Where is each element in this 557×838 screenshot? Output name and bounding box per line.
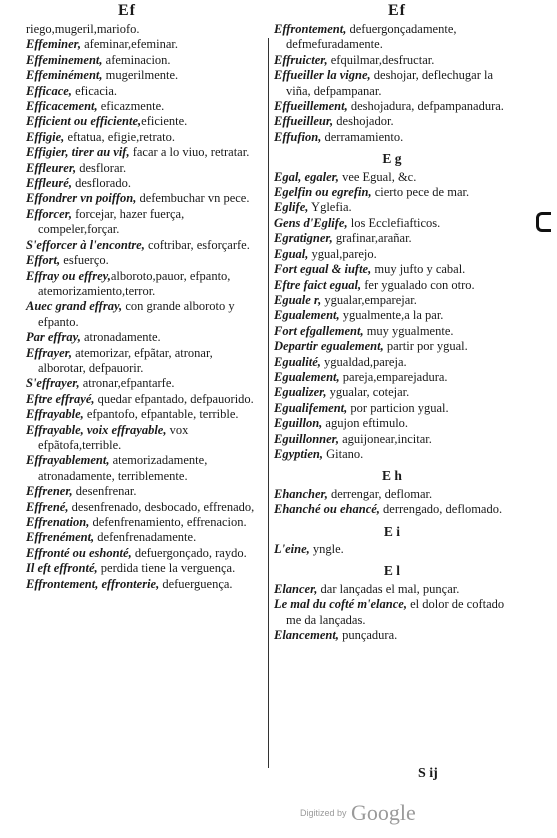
dictionary-entry xyxy=(274,597,510,628)
dictionary-entry xyxy=(26,207,262,238)
entry-definition: punçadura. xyxy=(338,628,398,643)
digitized-by-text: Digitized by xyxy=(300,808,347,818)
entry-definition: defuerguença. xyxy=(159,576,233,591)
entry-headword: S'efforcer à l'encontre, xyxy=(26,237,145,252)
entry-headword: Effueilleur, xyxy=(274,114,334,129)
entry-definition: alboroto,pauor, efpanto, atemorizamiento,terror. xyxy=(38,268,231,298)
running-head-left: Ef xyxy=(118,2,136,19)
entry-headword: Effray ou effrey, xyxy=(26,268,111,283)
entry-headword: Egualement, xyxy=(274,308,340,323)
dictionary-entry xyxy=(274,68,510,99)
dictionary-entry xyxy=(274,628,510,643)
dictionary-entry xyxy=(274,370,510,385)
entry-definition: eficacia. xyxy=(71,83,118,98)
entry-definition: derrengar, deflomar. xyxy=(327,486,433,501)
entry-headword: Effleurer, xyxy=(26,160,77,175)
entry-headword: Effrontement, effronterie, xyxy=(26,576,160,591)
entry-definition: facar a lo viuo, retratar. xyxy=(129,145,250,160)
entry-definition: con grande alboroto y efpanto. xyxy=(38,299,235,329)
entry-headword: Effeminement, xyxy=(26,52,103,67)
entry-definition: perdida tiene la verguença. xyxy=(97,561,236,576)
dictionary-entry xyxy=(26,500,262,515)
entry-definition: cierto pece de mar. xyxy=(371,185,470,200)
entry-headword: Gens d'Eglife, xyxy=(274,215,348,230)
dictionary-entry xyxy=(26,407,262,422)
entry-definition: dar lançadas el mal, punçar. xyxy=(317,581,460,596)
entry-headword: Effronté ou eshonté, xyxy=(26,545,132,560)
dictionary-entry xyxy=(26,161,262,176)
entry-headword: Departir egualement, xyxy=(274,339,384,354)
google-logo: Google xyxy=(350,800,416,825)
dictionary-entry xyxy=(26,546,262,561)
entry-definition: los Ecclefiafticos. xyxy=(347,215,441,230)
dictionary-entry xyxy=(274,262,510,277)
dictionary-entry xyxy=(26,423,262,454)
dictionary-entry xyxy=(274,502,510,517)
entry-definition: vox efpãtofa,terrible. xyxy=(38,422,189,452)
entry-headword: Effondrer vn poiffon, xyxy=(26,191,137,206)
entry-headword: Effrontement, xyxy=(274,22,347,36)
entry-definition: muy ygualmente. xyxy=(363,323,454,338)
dictionary-entry xyxy=(26,530,262,545)
dictionary-entry xyxy=(274,324,510,339)
dictionary-entry xyxy=(274,200,510,215)
entry-definition: mugerilmente. xyxy=(102,68,179,83)
dictionary-entry xyxy=(26,515,262,530)
entry-headword: Le mal du cofté m'elance, xyxy=(274,597,407,612)
signature-mark: S ij xyxy=(418,766,438,781)
entry-definition: vee Egual, &c. xyxy=(338,169,417,184)
entry-definition: yngle. xyxy=(309,542,344,556)
dictionary-entry xyxy=(274,216,510,231)
entry-definition: por particion ygual. xyxy=(347,400,449,415)
entry-headword: Egualizer, xyxy=(274,385,327,400)
entry-headword: Eftre faict egual, xyxy=(274,277,362,292)
entry-headword: Efficacement, xyxy=(26,99,98,114)
entry-headword: Ehanché ou ehancé, xyxy=(274,502,380,517)
column-divider xyxy=(268,38,269,768)
entry-definition: coftribar, esforçarfe. xyxy=(144,237,250,252)
dictionary-entry xyxy=(274,170,510,185)
entry-definition: deshojadura, defpampanadura. xyxy=(347,99,504,114)
entry-headword: Fort efgallement, xyxy=(274,323,364,338)
entry-headword: Fort egual & iufte, xyxy=(274,262,372,277)
entry-headword: Egualité, xyxy=(274,354,321,369)
dictionary-entry xyxy=(274,231,510,246)
entry-headword: Egratigner, xyxy=(274,231,333,246)
dictionary-entry xyxy=(274,185,510,200)
entry-definition: desenfrenado, desbocado, effrenado, xyxy=(68,499,255,514)
dictionary-entry xyxy=(274,355,510,370)
entry-headword: Effufion, xyxy=(274,129,322,144)
entry-definition: ygualdad,pareja. xyxy=(320,354,407,369)
dictionary-entry xyxy=(274,447,510,462)
entry-headword: Effrayable, xyxy=(26,407,84,422)
dictionary-entry xyxy=(26,176,262,191)
entry-definition: defuergonçadamente, defmefuradamente. xyxy=(286,22,457,52)
entry-headword: Effruicter, xyxy=(274,52,328,67)
entry-headword: S'effrayer, xyxy=(26,376,80,391)
entry-headword: Egelfin ou egrefin, xyxy=(274,185,372,200)
entry-headword: Egal, egaler, xyxy=(274,169,339,184)
entry-headword: Effrenément, xyxy=(26,530,95,545)
entry-definition: ygualar, cotejar. xyxy=(326,385,410,400)
dictionary-entry xyxy=(274,247,510,262)
entry-definition: eftatua, efigie,retrato. xyxy=(64,129,176,144)
entry-definition: pareja,emparejadura. xyxy=(339,369,448,384)
entry-definition: desflorar. xyxy=(76,160,127,175)
dictionary-entry xyxy=(26,453,262,484)
entry-definition: atemorizadamente, atronadamente, terriblemente. xyxy=(38,453,208,483)
entry-headword: Effrener, xyxy=(26,484,73,499)
entry-definition: atemorizar, efpãtar, atronar, alborotar, defpauorir. xyxy=(38,345,213,375)
entry-headword: Eguillon, xyxy=(274,416,323,431)
entry-headword: Effigie, xyxy=(26,129,65,144)
dictionary-entry xyxy=(26,68,262,83)
dictionary-entry xyxy=(274,293,510,308)
entry-definition: eficazmente. xyxy=(97,99,165,114)
margin-bracket-mark xyxy=(536,212,551,232)
dictionary-entry xyxy=(26,130,262,145)
entry-definition: deshojador. xyxy=(333,114,394,129)
dictionary-entry xyxy=(26,238,262,253)
dictionary-entry xyxy=(274,308,510,323)
entry-headword: Efficace, xyxy=(26,83,72,98)
dictionary-entry xyxy=(274,130,510,145)
section-heading: E g xyxy=(382,151,402,167)
entry-headword: Eftre effrayé, xyxy=(26,391,95,406)
entry-definition: atronar,efpantarfe. xyxy=(79,376,175,391)
dictionary-entry xyxy=(26,53,262,68)
dictionary-entry xyxy=(26,561,262,576)
entry-headword: Effrayable, voix effrayable, xyxy=(26,422,167,437)
dictionary-entry xyxy=(274,53,510,68)
entry-definition: ygualar,emparejar. xyxy=(321,292,417,307)
entry-definition: el dolor de coftado me da lançadas. xyxy=(286,597,505,627)
entry-headword: Eglife, xyxy=(274,200,309,215)
dictionary-entry xyxy=(274,99,510,114)
entry-definition: ygual,parejo. xyxy=(308,246,377,261)
entry-definition: partir por ygual. xyxy=(383,339,468,354)
entry-definition: defembuchar vn pece. xyxy=(136,191,250,206)
dictionary-entry xyxy=(274,487,510,502)
entry-headword: Il eft effronté, xyxy=(26,561,98,576)
entry-definition: derramamiento. xyxy=(321,129,404,144)
dictionary-entry xyxy=(274,432,510,447)
dictionary-entry xyxy=(274,22,510,53)
entry-headword: Effrené, xyxy=(26,499,69,514)
dictionary-entry xyxy=(26,37,262,52)
entry-headword: Egual, xyxy=(274,246,309,261)
entry-headword: Effueiller la vigne, xyxy=(274,68,371,83)
dictionary-entry xyxy=(274,542,510,557)
entry-definition: forcejar, hazer fuerça, compeler,forçar. xyxy=(38,206,185,237)
entry-definition: Gitano. xyxy=(322,446,364,461)
dictionary-entry xyxy=(26,269,262,300)
left-column xyxy=(26,22,262,592)
entry-definition: deshojar, deflechugar la viña, defpampanar. xyxy=(286,68,493,98)
entry-headword: Effort, xyxy=(26,253,61,268)
entry-definition: efpantofo, efpantable, terrible. xyxy=(83,407,239,422)
entry-headword: Auec grand effray, xyxy=(26,299,123,314)
dictionary-entry xyxy=(274,278,510,293)
entry-definition: desflorado. xyxy=(71,176,131,191)
entry-headword: Effrenation, xyxy=(26,515,90,529)
entry-definition: grafinar,arañar. xyxy=(332,231,412,246)
dictionary-entry xyxy=(274,114,510,129)
entry-headword: Egualifement, xyxy=(274,400,348,415)
entry-headword: Elancer, xyxy=(274,581,318,596)
entry-headword: Egyptien, xyxy=(274,446,323,461)
dictionary-entry xyxy=(26,299,262,330)
entry-headword: Eguillonner, xyxy=(274,431,339,446)
entry-definition: desenfrenar. xyxy=(72,484,137,499)
entry-definition: agujon eftimulo. xyxy=(322,416,409,431)
dictionary-entry xyxy=(26,392,262,407)
entry-definition: efquilmar,desfructar. xyxy=(327,52,435,67)
entry-definition: fer ygualado con otro. xyxy=(361,277,475,292)
entry-definition: atronadamente. xyxy=(80,330,161,345)
entry-definition: defenfrenamiento, effrenacion. xyxy=(89,515,247,529)
entry-headword: Effeminément, xyxy=(26,68,103,83)
dictionary-entry xyxy=(26,99,262,114)
dictionary-entry xyxy=(26,484,262,499)
entry-headword: Effrayer, xyxy=(26,345,72,360)
dictionary-entry xyxy=(26,577,262,592)
entry-headword: Eguale r, xyxy=(274,292,322,307)
dictionary-entry xyxy=(26,22,262,37)
entry-definition: derrengado, deflomado. xyxy=(379,502,503,517)
section-heading: E l xyxy=(383,563,401,579)
dictionary-entry xyxy=(274,416,510,431)
dictionary-entry xyxy=(274,339,510,354)
entry-headword: Egualement, xyxy=(274,369,340,384)
dictionary-entry xyxy=(274,582,510,597)
entry-headword: Ehancher, xyxy=(274,486,328,501)
entry-definition: ygualmente,a la par. xyxy=(339,308,444,323)
entry-definition: muy jufto y cabal. xyxy=(371,262,466,277)
entry-headword: Effigier, tirer au vif, xyxy=(26,145,130,160)
entry-definition: aguijonear,incitar. xyxy=(338,431,432,446)
dictionary-entry xyxy=(26,84,262,99)
dictionary-entry xyxy=(274,401,510,416)
dictionary-entry xyxy=(26,145,262,160)
entry-headword: Efficient ou efficiente, xyxy=(26,114,142,129)
entry-definition: afeminar,efeminar. xyxy=(80,37,178,52)
dictionary-entry xyxy=(26,376,262,391)
dictionary-entry xyxy=(26,191,262,206)
dictionary-entry xyxy=(26,346,262,377)
dictionary-entry xyxy=(26,330,262,345)
running-head-right: Ef xyxy=(388,2,406,19)
digitized-watermark xyxy=(300,800,416,826)
entry-headword: Efforcer, xyxy=(26,206,72,221)
entry-headword: Effueillement, xyxy=(274,99,348,114)
entry-headword: Effeminer, xyxy=(26,37,81,52)
entry-headword: L'eine, xyxy=(274,542,310,556)
entry-definition: quedar efpantado, defpauorido. xyxy=(94,391,254,406)
entry-definition: Yglefia. xyxy=(308,200,352,215)
dictionary-entry xyxy=(274,385,510,400)
section-heading: E i xyxy=(383,523,401,539)
entry-headword: Effleuré, xyxy=(26,176,72,191)
entry-definition: defenfrenadamente. xyxy=(94,530,197,545)
dictionary-entry xyxy=(26,114,262,129)
entry-definition: esfuerço. xyxy=(60,253,109,268)
entry-definition: defuergonçado, raydo. xyxy=(131,545,247,560)
entry-definition: afeminacion. xyxy=(102,52,171,67)
entry-headword: Elancement, xyxy=(274,628,339,643)
section-heading: E h xyxy=(382,468,402,484)
entry-definition: eficiente. xyxy=(141,114,188,129)
entry-headword: Par effray, xyxy=(26,330,81,345)
entry-definition: riego,mugeril,mariofo. xyxy=(26,22,140,36)
right-column xyxy=(274,22,510,643)
entry-headword: Effrayablement, xyxy=(26,453,110,468)
dictionary-entry xyxy=(26,253,262,268)
